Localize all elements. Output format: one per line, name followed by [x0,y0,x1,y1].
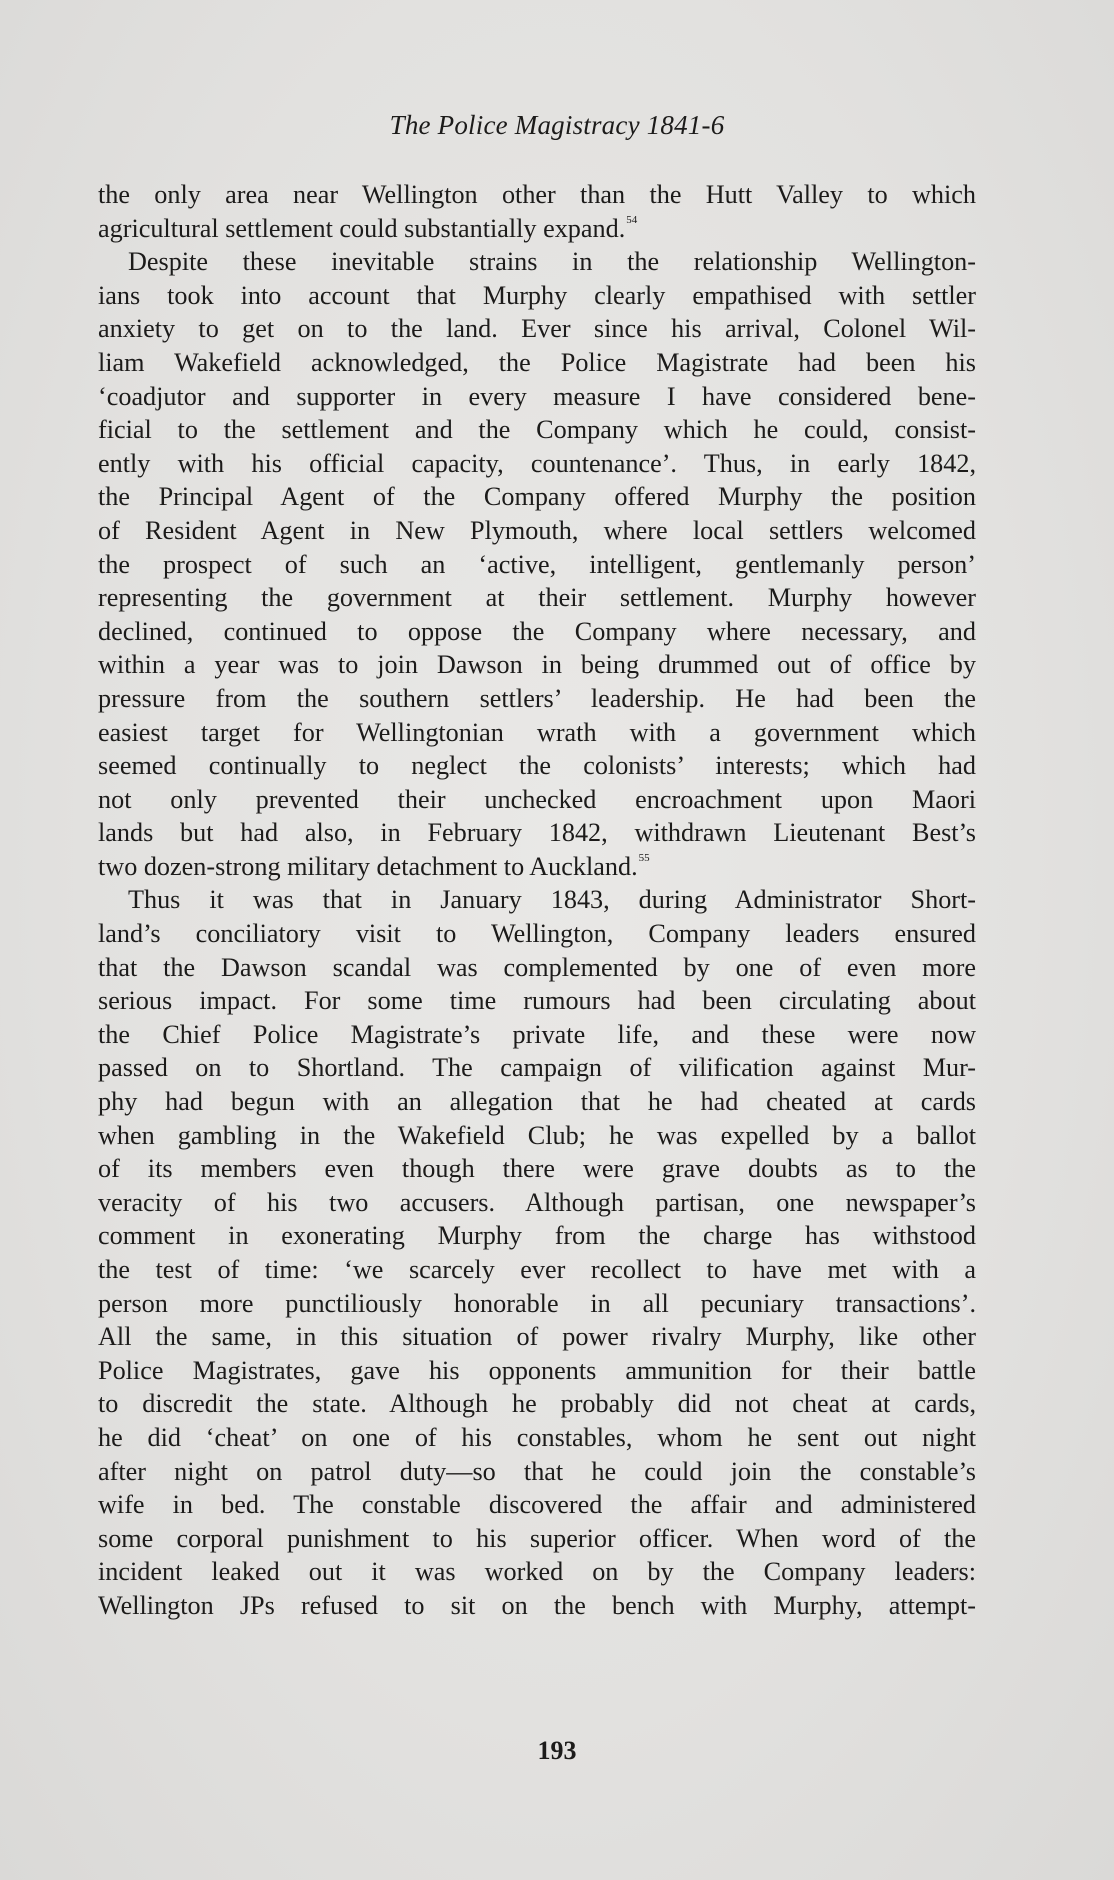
text-line [98,850,976,884]
line-text: the prospect of such an ‘active, intelligent, gentlemanly person’ [98,549,976,579]
text-line [98,716,976,750]
line-text: the only area near Wellington other than the Hutt Valley to which [98,180,976,209]
line-text: pressure from the southern settlers’ leadership. He had been the [98,683,976,713]
line-text: easiest target for Wellingtonian wrath with a government which [98,717,976,747]
line-text: representing the government at their settlement. Murphy however [98,583,976,613]
text-line [98,581,976,615]
text-line [98,1421,976,1455]
line-text: serious impact. For some time rumours had been circulating about [98,986,976,1016]
line-text: when gambling in the Wakefield Club; he was expelled by a ballot [98,1120,976,1150]
line-text: of Resident Agent in New Plymouth, where local settlers welcomed [98,515,976,545]
text-line [98,816,976,850]
text-line [98,514,976,548]
text-line [98,1152,976,1186]
footnote-marker: 55 [638,851,650,864]
line-text: ficial to the settlement and the Company which he could, consist- [98,415,976,445]
line-text: after night on patrol duty—so that he could join the constable’s [98,1456,976,1486]
line-text: agricultural settlement could substantially expand. [98,213,626,243]
line-text: person more punctiliously honorable in all pecuniary transactions’. [98,1288,976,1318]
text-line [98,548,976,582]
line-text: comment in exonerating Murphy from the charge has withstood [98,1221,976,1251]
text-line [98,1219,976,1253]
text-line [98,380,976,414]
text-line [98,1455,976,1489]
line-text: veracity of his two accusers. Although partisan, one newspaper’s [98,1187,976,1217]
line-text: declined, continued to oppose the Company where necessary, and [98,616,976,646]
line-text: seemed continually to neglect the colonists’ interests; which had [98,751,976,781]
line-text: anxiety to get on to the land. Ever since his arrival, Colonel Wil- [98,314,976,344]
text-line [98,1488,976,1522]
text-line [98,1253,976,1287]
text-line [98,1320,976,1354]
line-text: ians took into account that Murphy clearly empathised with settler [98,280,976,310]
page-number: 193 [537,1736,577,1765]
text-line [98,245,976,279]
text-line [98,749,976,783]
line-text: of its members even though there were grave doubts as to the [98,1154,976,1184]
text-line [98,1085,976,1119]
line-text: some corporal punishment to his superior officer. When word of the [98,1523,976,1553]
line-text: that the Dawson scandal was complemented by one of even more [98,952,976,982]
text-line [98,178,976,212]
line-text: the Principal Agent of the Company offered Murphy the position [98,482,976,512]
line-text: to discredit the state. Although he probably did not cheat at cards, [98,1389,976,1419]
text-line [98,279,976,313]
text-line [98,917,976,951]
line-text: lands but had also, in February 1842, withdrawn Lieutenant Best’s [98,818,976,848]
text-line [98,1119,976,1153]
text-line [98,480,976,514]
text-line [98,682,976,716]
line-text: two dozen-strong military detachment to Auckland. [98,851,638,881]
text-line [98,346,976,380]
line-text: the Chief Police Magistrate’s private life, and these were now [98,1019,976,1049]
text-line [98,1186,976,1220]
text-line [98,413,976,447]
footnote-marker: 54 [626,213,638,226]
line-text: within a year was to join Dawson in being drummed out of office by [98,650,976,680]
line-text: ently with his official capacity, countenance’. Thus, in early 1842, [98,448,976,478]
line-text: he did ‘cheat’ on one of his constables, whom he sent out night [98,1422,976,1452]
text-line [98,447,976,481]
text-line [98,1018,976,1052]
line-text: liam Wakefield acknowledged, the Police Magistrate had been his [98,347,976,377]
line-text: ‘coadjutor and supporter in every measure I have considered bene- [98,381,976,411]
running-head: The Police Magistracy 1841-6 [389,110,725,140]
text-line [98,984,976,1018]
line-text: not only prevented their unchecked encroachment upon Maori [98,784,976,814]
text-line [98,312,976,346]
line-text: land’s conciliatory visit to Wellington, Company leaders ensured [98,919,976,949]
line-text: passed on to Shortland. The campaign of vilification against Mur- [98,1053,976,1083]
line-text: phy had begun with an allegation that he had cheated at cards [98,1087,976,1117]
line-text: Wellington JPs refused to sit on the bench with Murphy, attempt- [98,1590,976,1620]
text-line [98,1051,976,1085]
text-line [98,1589,976,1623]
line-text: wife in bed. The constable discovered the affair and administered [98,1490,976,1520]
line-text: Thus it was that in January 1843, during Administrator Short- [128,885,976,915]
line-text: Despite these inevitable strains in the relationship Wellington- [128,247,976,277]
text-line [98,883,976,917]
text-line [98,648,976,682]
text-line [98,1387,976,1421]
line-text: All the same, in this situation of power rivalry Murphy, like other [98,1322,976,1352]
text-line [98,1555,976,1589]
text-line [98,1354,976,1388]
text-line [98,951,976,985]
text-line [98,1287,976,1321]
line-text: the test of time: ‘we scarcely ever recollect to have met with a [98,1255,976,1284]
text-line [98,783,976,817]
text-line [98,1522,976,1556]
text-line [98,212,976,246]
text-line [98,615,976,649]
body-text [98,178,976,1623]
line-text: incident leaked out it was worked on by the Company leaders: [98,1557,976,1587]
line-text: Police Magistrates, gave his opponents ammunition for their battle [98,1355,976,1385]
